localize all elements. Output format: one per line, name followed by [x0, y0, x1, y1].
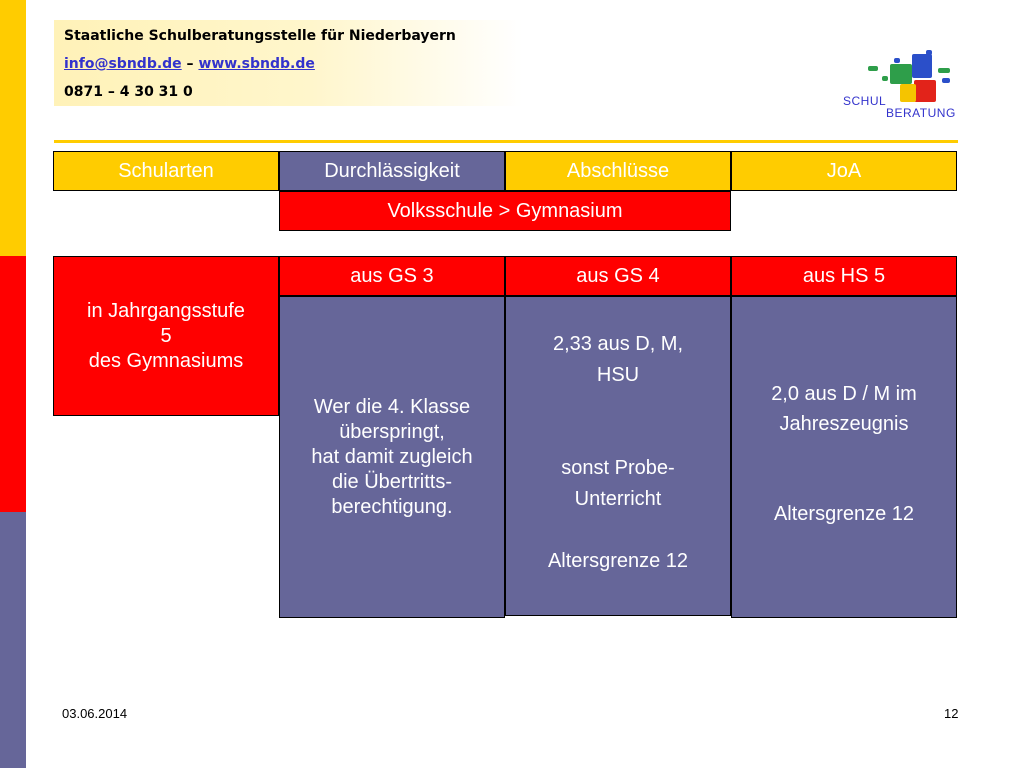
puzzle-fragment	[938, 68, 950, 73]
row-header-line: des Gymnasiums	[88, 349, 244, 372]
puzzle-piece-green	[890, 64, 912, 84]
cell-hs5-conditions	[731, 296, 957, 618]
cell-gs3-conditions	[279, 296, 505, 618]
cell-line: Altersgrenze 12	[773, 503, 915, 525]
cell-line	[615, 394, 621, 425]
tab-joa[interactable]: JoA	[731, 151, 957, 191]
cell-line: berechtigung.	[331, 495, 453, 518]
puzzle-fragment	[942, 78, 950, 83]
cell-line: überspringt,	[339, 420, 445, 443]
cell-line: 2,33 aus D, M,	[552, 333, 684, 355]
logo-text-beratung: BERATUNG	[886, 106, 956, 120]
row-header-jahrgangsstufe	[53, 256, 279, 416]
cell-line: hat damit zugleich	[311, 445, 473, 468]
row-header-line: 5	[160, 324, 172, 347]
header-divider	[54, 140, 958, 143]
org-name: Staatliche Schulberatungsstelle für Niederbayern	[64, 28, 456, 44]
email-link[interactable]: info@sbndb.de	[64, 56, 182, 72]
cell-line: Unterricht	[574, 488, 662, 510]
contact-header	[54, 20, 522, 106]
row-header-line: in Jahrgangsstufe	[87, 299, 245, 322]
subheading-volksschule-gymnasium: Volksschule > Gymnasium	[279, 191, 731, 231]
cell-line	[615, 425, 621, 456]
cell-line	[615, 518, 621, 549]
phone-number: 0871 – 4 30 31 0	[64, 84, 193, 100]
column-header-hs5: aus HS 5	[731, 256, 957, 296]
puzzle-piece-blue	[912, 54, 932, 78]
contact-links	[64, 56, 315, 72]
puzzle-fragment	[894, 58, 900, 63]
cell-line: Jahreszeugnis	[779, 413, 909, 435]
puzzle-fragment	[926, 50, 932, 55]
footer-page-number: 12	[944, 706, 959, 721]
link-separator: –	[181, 56, 199, 72]
side-strip-yellow	[0, 0, 26, 256]
puzzle-piece-yellow	[900, 84, 916, 102]
logo-text-schul: SCHUL	[843, 94, 887, 108]
footer-date: 03.06.2014	[62, 706, 128, 721]
website-link[interactable]: www.sbndb.de	[198, 56, 315, 72]
puzzle-fragment	[882, 76, 888, 81]
cell-line: sonst Probe-	[561, 457, 675, 479]
side-strip-red	[0, 256, 26, 512]
cell-line: 2,0 aus D / M im	[771, 383, 917, 405]
tab-abschluesse[interactable]: Abschlüsse	[505, 151, 731, 191]
side-strip-purple	[0, 512, 26, 768]
cell-line	[841, 442, 847, 472]
puzzle-fragment	[868, 66, 878, 71]
cell-line: Wer die 4. Klasse	[313, 395, 471, 418]
tab-schularten[interactable]: Schularten	[53, 151, 279, 191]
cell-gs4-conditions	[505, 296, 731, 616]
puzzle-piece-red	[914, 80, 936, 102]
tab-durchlaessigkeit[interactable]: Durchlässigkeit	[279, 151, 505, 191]
cell-line: Altersgrenze 12	[547, 550, 689, 572]
cell-line: HSU	[596, 364, 640, 386]
column-header-gs4: aus GS 4	[505, 256, 731, 296]
cell-line	[841, 472, 847, 502]
cell-line: die Übertritts-	[331, 470, 453, 493]
column-header-gs3: aus GS 3	[279, 256, 505, 296]
